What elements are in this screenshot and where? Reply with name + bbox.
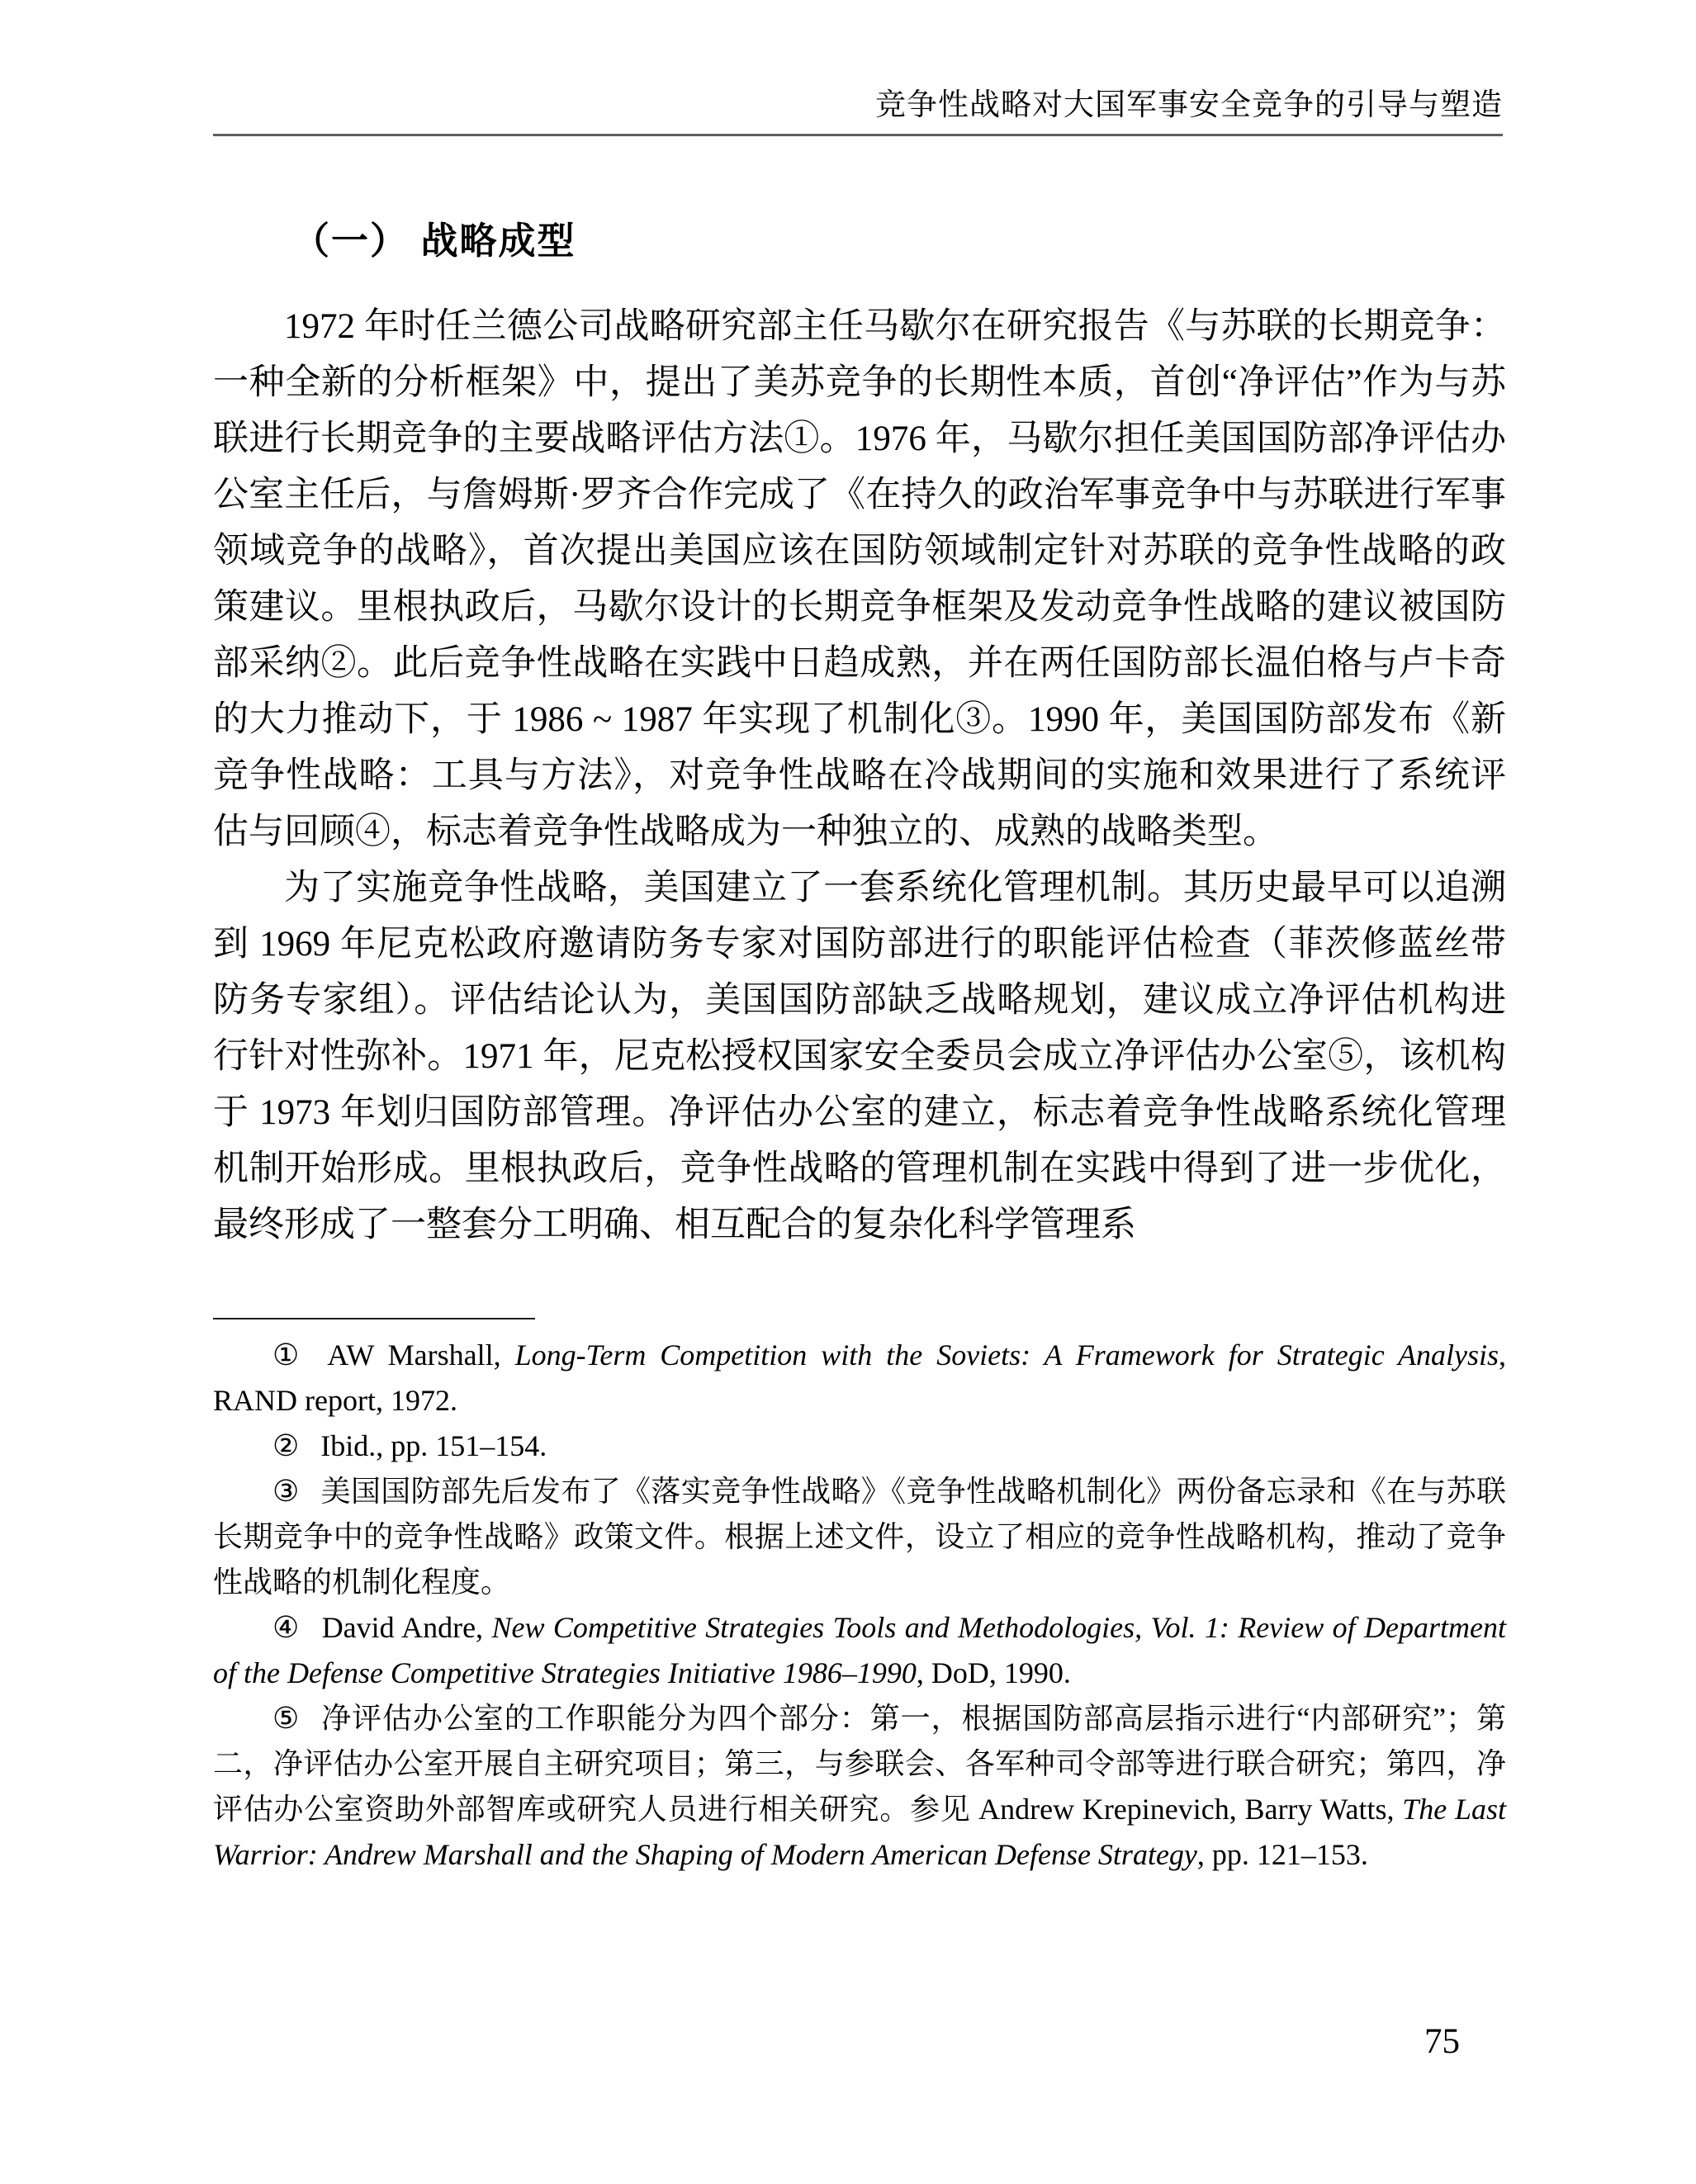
footnote-list (213, 1333, 1506, 1878)
footnote-text: , pp. 121–153. (1196, 1838, 1368, 1871)
footnote-item (213, 1696, 1506, 1878)
footnote-text: AW Marshall, (327, 1338, 515, 1372)
footnote-text: , DoD, 1990. (916, 1656, 1071, 1689)
section-heading: （一） 战略成型 (292, 220, 576, 262)
page-content (213, 216, 1506, 1878)
running-header-title: 竞争性战略对大国军事安全竞争的引导与塑造 (875, 88, 1503, 122)
paragraph: 1972 年时任兰德公司战略研究部主任马歇尔在研究报告《与苏联的长期竞争：一种全新的分析框架》中，提出了美苏竞争的长期性本质，首创“净评估”作为与苏联进行长期竞争的主要战略评估方法①。1976 年，马歇尔担任美国国防部净评估办公室主任后，与詹姆斯·罗齐合作完成了《在持久的政治军事竞争中与苏联进行军事领域竞争的战略》，首次提出美国应该在国防领域制定针对苏联的竞争性战略的政策建议。里根执政后，马歇尔设计的长期竞争框架及发动竞争性战略的建议被国防部采纳②。此后竞争性战略在实践中日趋成熟，并在两任国防部长温伯格与卢卡奇的大力推动下，于 1986 ~ 1987 年实现了机制化③。1990 年，美国国防部发布《新竞争性战略：工具与方法》，对竞争性战略在冷战期间的实施和效果进行了系统评估与回顾④，标志着竞争性战略成为一种独立的、成熟的战略类型。 (213, 307, 1506, 851)
footnote-item (213, 1605, 1506, 1696)
footnote-marker: ⑤ (272, 1702, 301, 1735)
footnote-title-italic: The Last Warrior: Andrew Marshall and the Shaping of Modern American Defense Strategy (213, 1793, 1506, 1871)
footnote-text: 美国国防部先后发布了《落实竞争性战略》《竞争性战略机制化》两份备忘录和《在与苏联长期竞争中的竞争性战略》政策文件。根据上述文件，设立了相应的竞争性战略机构，推动了竞争性战略的机制化程度。 (213, 1475, 1506, 1599)
footnote-item (213, 1333, 1506, 1424)
footnote-text: , RAND report, 1972. (213, 1338, 1506, 1417)
footnote-marker: ③ (272, 1475, 300, 1508)
footnote-text: Ibid., pp. 151–154. (320, 1429, 547, 1462)
header-rule (213, 134, 1503, 136)
paragraph: 为了实施竞争性战略，美国建立了一套系统化管理机制。其历史最早可以追溯到 1969 年尼克松政府邀请防务专家对国防部进行的职能评估检查（菲茨修蓝丝带防务专家组）。评估结论认为，美国国防部缺乏战略规划，建议成立净评估机构进行针对性弥补。1971 年，尼克松授权国家安全委员会成立净评估办公室⑤，该机构于 1973 年划归国防部管理。净评估办公室的建立，标志着竞争性战略系统化管理机制开始形成。里根执政后，竞争性战略的管理机制在实践中得到了进一步优化，最终形成了一整套分工明确、相互配合的复杂化科学管理系 (213, 869, 1506, 1244)
footnote-marker: ① (272, 1338, 306, 1372)
footnote-item (213, 1469, 1506, 1605)
footnote-title-italic: New Competitive Strategies Tools and Methodologies, Vol. 1: Review of Department of the Defense Competitive Strategies Initiative 1986–1990 (213, 1611, 1506, 1689)
footnote-separator (213, 1318, 535, 1319)
footnote-title-italic: Long-Term Competition with the Soviets: A Framework for Strategic Analysis (514, 1338, 1499, 1372)
footnote-marker: ④ (272, 1611, 301, 1644)
body-paragraphs (213, 299, 1506, 1253)
footnote-marker: ② (272, 1429, 300, 1462)
footnote-item (213, 1424, 1506, 1469)
page-number: 75 (1424, 2022, 1460, 2061)
footnote-text: David Andre, (321, 1611, 492, 1644)
footnote-text: 净评估办公室的工作职能分为四个部分：第一，根据国防部高层指示进行“内部研究”；第二，净评估办公室开展自主研究项目；第三，与参联会、各军种司令部等进行联合研究；第四，净评估办公室资助外部智库或研究人员进行相关研究。参见 Andrew Krepinevich, Barry Watts, (213, 1702, 1506, 1826)
